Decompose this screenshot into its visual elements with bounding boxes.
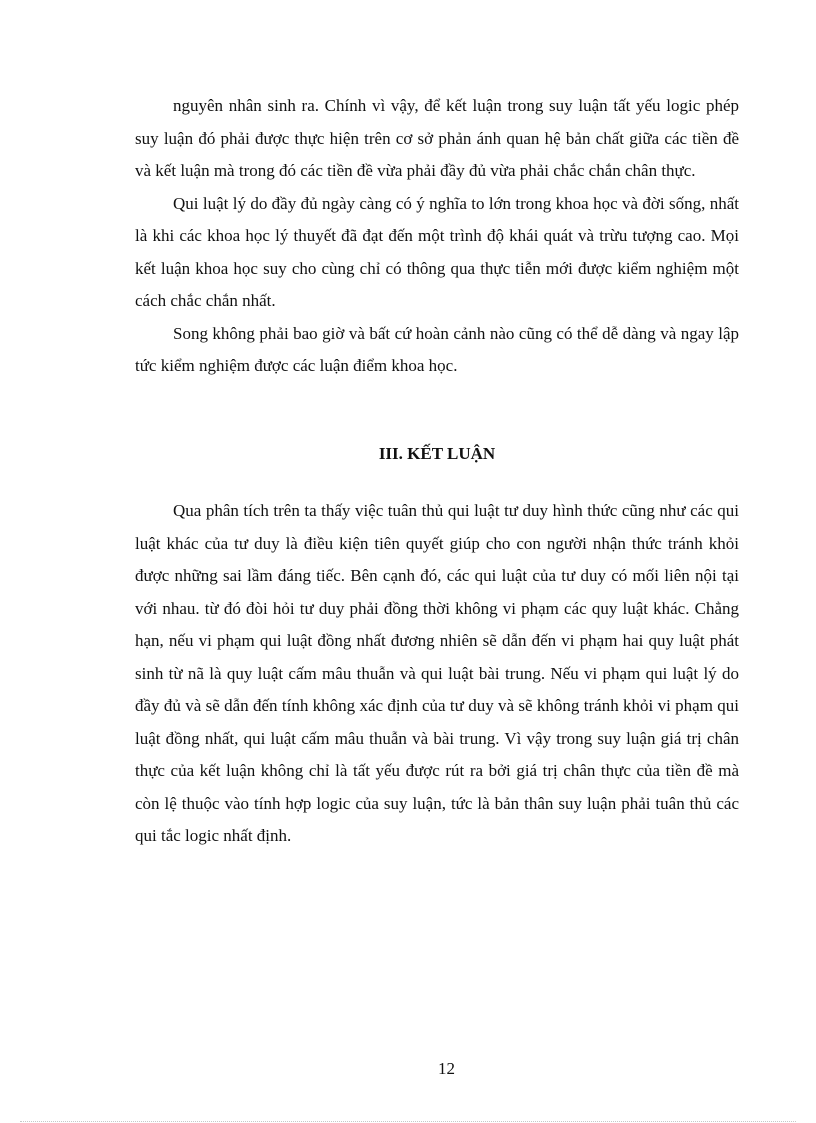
paragraph-1: nguyên nhân sinh ra. Chính vì vậy, để kết luận trong suy luận tất yếu logic phép suy luận đó phải được thực hiện trên cơ sở phản ánh quan hệ bản chất giữa các tiền đề và kết luận mà trong đó các tiền đề vừa phải đầy đủ vừa phải chắc chắn chân thực. bbox=[135, 96, 739, 180]
body-text bbox=[135, 90, 739, 383]
paragraph-3: Song không phải bao giờ và bất cứ hoàn cảnh nào cũng có thể dễ dàng và ngay lập tức kiểm nghiệm được các luận điểm khoa học. bbox=[135, 323, 739, 375]
conclusion-paragraph: Qua phân tích trên ta thấy việc tuân thủ qui luật tư duy hình thức cũng như các qui luật khác của tư duy là điều kiện tiên quyết giúp cho con người nhận thức tránh khỏi được những sai lầm đáng tiếc. Bên cạnh đó, các qui luật của tư duy có mối liên nội tại với nhau. từ đó đòi hỏi tư duy phải đồng thời không vi phạm các quy luật khác. Chẳng hạn, nếu vi phạm qui luật đồng nhất đương nhiên sẽ dẫn đến vi phạm hai quy luật phát sinh từ nã là quy luật cấm mâu thuẫn và qui luật bài trung. Nếu vi phạm qui luật lý do đầy đủ và sẽ dẫn đến tính không xác định của tư duy và sẽ không tránh khỏi vi phạm qui luật đồng nhất, qui luật cấm mâu thuẫn và bài trung. Vì vậy trong suy luận giá trị chân thực của kết luận không chỉ là tất yếu được rút ra bởi giá trị chân thực của tiền đề mà còn lệ thuộc vào tính hợp logic của suy luận, tức là bản thân suy luận phải tuân thủ các qui tắc logic nhất định. bbox=[135, 501, 739, 845]
paragraph-2: Qui luật lý do đầy đủ ngày càng có ý nghĩa to lớn trong khoa học và đời sống, nhất là khi các khoa học lý thuyết đã đạt đến một trình độ khái quát và trừu tượng cao. Mọi kết luận khoa học suy cho cùng chỉ có thông qua thực tiễn mới được kiểm nghiệm một cách chắc chắn nhất. bbox=[135, 193, 739, 310]
page-number: 12 bbox=[438, 1059, 455, 1078]
page-bottom-divider bbox=[20, 1121, 796, 1122]
conclusion-text bbox=[135, 495, 739, 853]
section-heading: III. KẾT LUẬN bbox=[378, 444, 496, 463]
